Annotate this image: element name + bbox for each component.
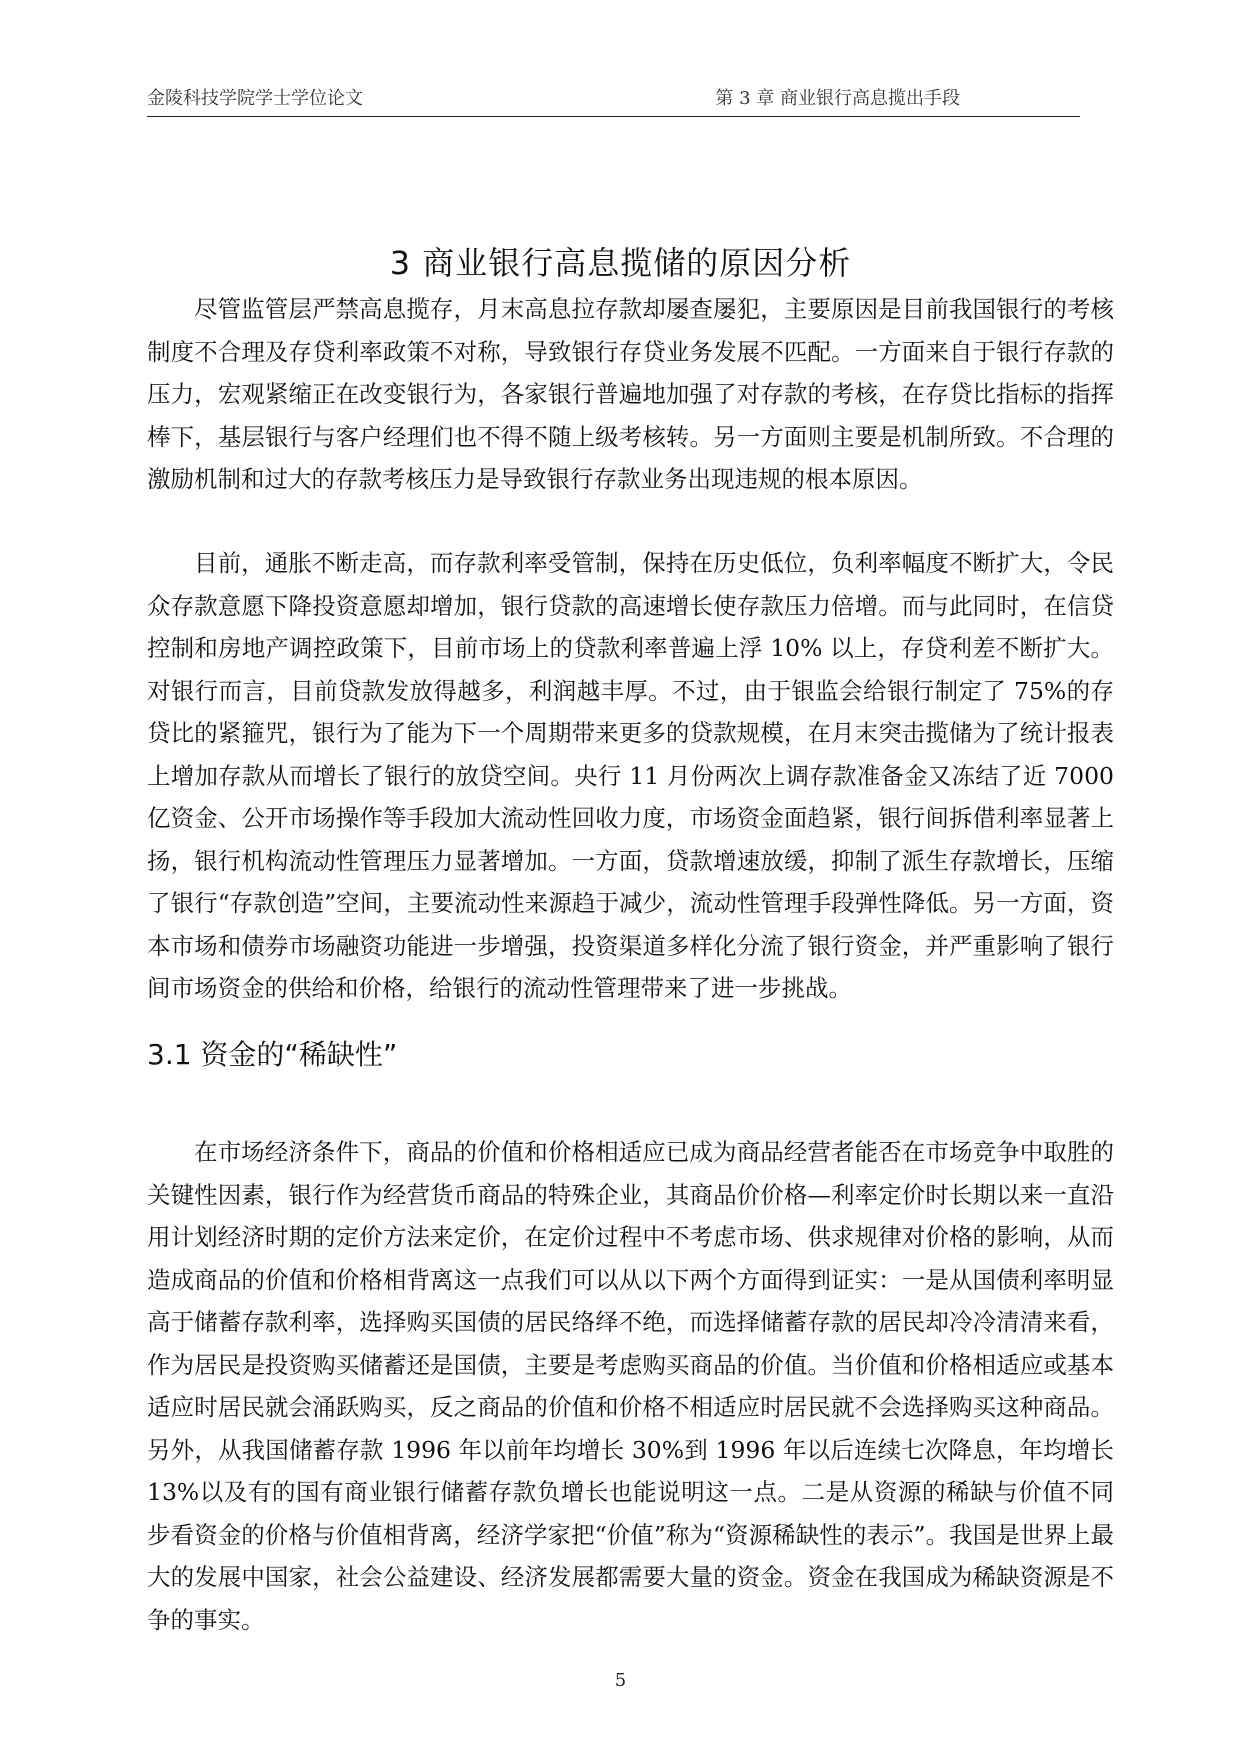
section-title: 3.1 资金的“稀缺性” [147,1038,398,1071]
chapter-title: 3 商业银行高息揽储的原因分析 [389,244,852,282]
header-chapter-title: 第 3 章 商业银行高息揽出手段 [715,88,960,109]
paragraph-current-situation: 目前，通胀不断走高，而存款利率受管制，保持在历史低位，负利率幅度不断扩大，令民众存款意愿下降投资意愿却增加，银行贷款的高速增长使存款压力倍增。而与此同时，在信贷控制和房地产调控政策下，目前市场上的贷款利率普遍上浮 10% 以上，存贷利差不断扩大。对银行而言，目前贷款发放得越多，利润越丰厚。不过，由于银监会给银行制定了 75%的存贷比的紧箍咒，银行为了能为下一个周期带来更多的贷款规模，在月末突击揽储为了统计报表上增加存款从而增长了银行的放贷空间。央行 11 月份两次上调存款准备金又冻结了近 7000 亿资金、公开市场操作等手段加大流动性回收力度，市场资金面趋紧，银行间拆借利率显著上扬，银行机构流动性管理压力显著增加。一方面，贷款增速放缓，抑制了派生存款增长，压缩了银行“存款创造”空间，主要流动性来源趋于减少，流动性管理手段弹性降低。另一方面，资本市场和债券市场融资功能进一步增强，投资渠道多样化分流了银行资金，并严重影响了银行间市场资金的供给和价格，给银行的流动性管理带来了进一步挑战。 [147,549,1114,1002]
paragraph-scarcity: 在市场经济条件下，商品的价值和价格相适应已成为商品经营者能否在市场竞争中取胜的关键性因素，银行作为经营货币商品的特殊企业，其商品价价格—利率定价时长期以来一直沿用计划经济时期的定价方法来定价，在定价过程中不考虑市场、供求规律对价格的影响，从而造成商品的价值和价格相背离这一点我们可以从以下两个方面得到证实：一是从国债利率明显高于储蓄存款利率，选择购买国债的居民络绎不绝，而选择储蓄存款的居民却冷冷清清来看，作为居民是投资购买储蓄还是国债，主要是考虑购买商品的价值。当价值和价格相适应或基本适应时居民就会涌跃购买，反之商品的价值和价格不相适应时居民就不会选择购买这种商品。另外，从我国储蓄存款 1996 年以前年均增长 30%到 1996 年以后连续七次降息，年均增长 13%以及有的国有商业银行储蓄存款负增长也能说明这一点。二是从资源的稀缺与价值不同步看资金的价格与价值相背离，经济学家把“价值”称为“资源稀缺性的表示”。我国是世界上最大的发展中国家，社会公益建设、经济发展都需要大量的资金。资金在我国成为稀缺资源是不争的事实。 [147,1138,1114,1634]
paragraph-intro: 尽管监管层严禁高息揽存，月末高息拉存款却屡查屡犯，主要原因是目前我国银行的考核制度不合理及存贷利率政策不对称，导致银行存贷业务发展不匹配。一方面来自于银行存款的压力，宏观紧缩正在改变银行为，各家银行普遍地加强了对存款的考核，在存贷比指标的指挥棒下，基层银行与客户经理们也不得不随上级考核转。另一方面则主要是机制所致。不合理的激励机制和过大的存款考核压力是导致银行存款业务出现违规的根本原因。 [147,295,1114,493]
page-number: 5 [614,1670,627,1691]
header-school-title: 金陵科技学院学士学位论文 [147,88,363,109]
running-header [147,82,1080,117]
